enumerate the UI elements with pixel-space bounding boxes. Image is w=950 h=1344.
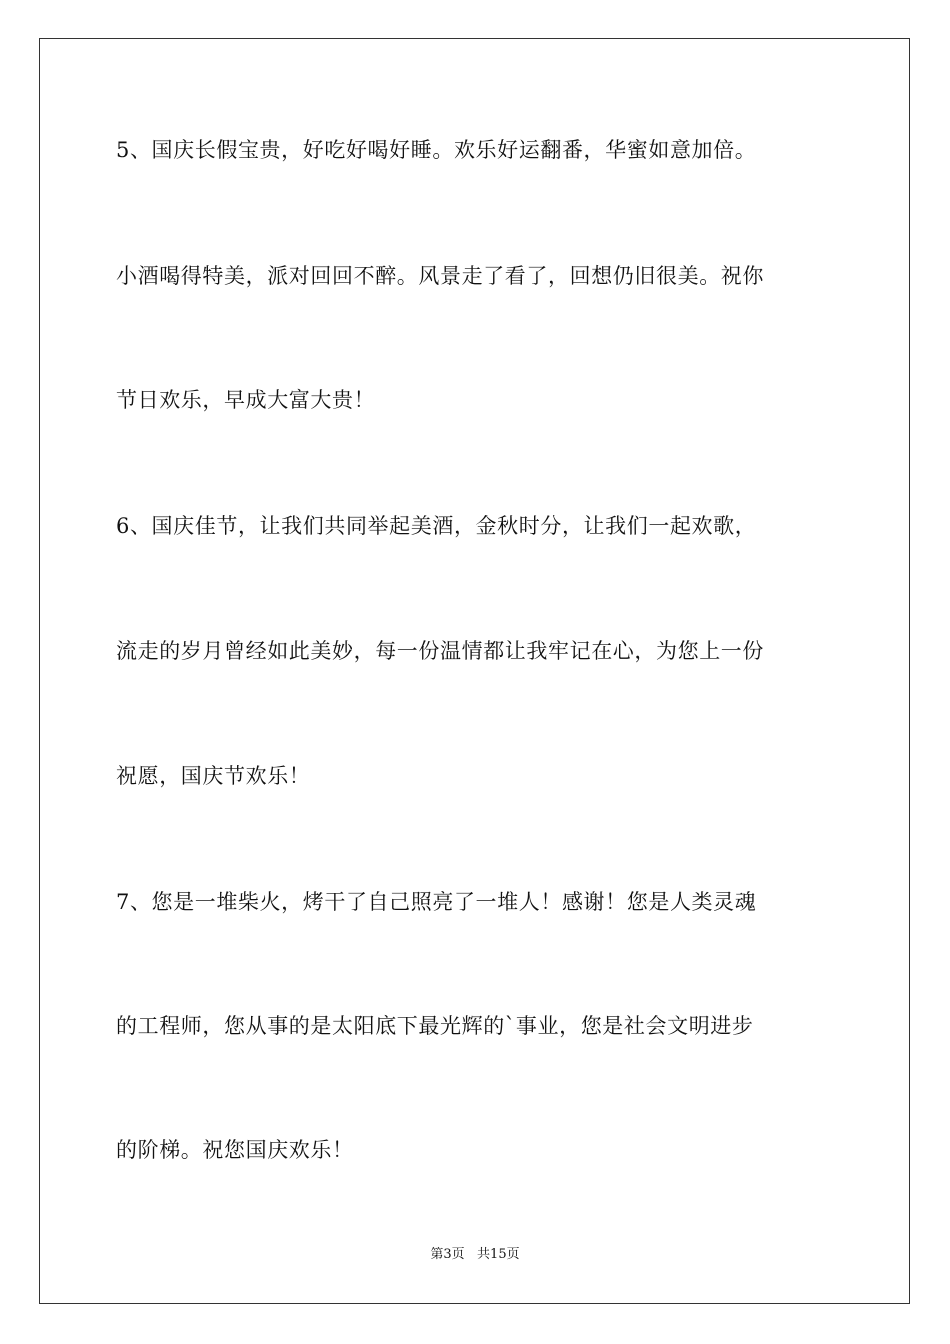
page-border [39, 38, 910, 1304]
paragraph-7-line-3: 的阶梯。祝您国庆欢乐！ [116, 1138, 354, 1162]
paragraph-6-line-2: 流走的岁月曾经如此美妙，每一份温情都让我牢记在心，为您上一份 [116, 639, 764, 663]
paragraph-5-line-1: 5、国庆长假宝贵，好吃好喝好睡。欢乐好运翻番，华蜜如意加倍。 [116, 138, 757, 162]
paragraph-5-line-3: 节日欢乐，早成大富大贵！ [116, 388, 376, 412]
page-number-footer: 第3页 共15页 [430, 1247, 520, 1262]
paragraph-7-line-1: 7、您是一堆柴火，烤干了自己照亮了一堆人！感谢！您是人类灵魂 [116, 890, 757, 914]
paragraph-6-line-3: 祝愿，国庆节欢乐！ [116, 764, 311, 788]
paragraph-6-line-1: 6、国庆佳节，让我们共同举起美酒，金秋时分，让我们一起欢歌， [116, 514, 757, 538]
paragraph-7-line-2: 的工程师，您从事的是太阳底下最光辉的`事业，您是社会文明进步 [116, 1014, 754, 1038]
paragraph-5-line-2: 小酒喝得特美，派对回回不醉。风景走了看了，回想仍旧很美。祝你 [116, 264, 764, 288]
